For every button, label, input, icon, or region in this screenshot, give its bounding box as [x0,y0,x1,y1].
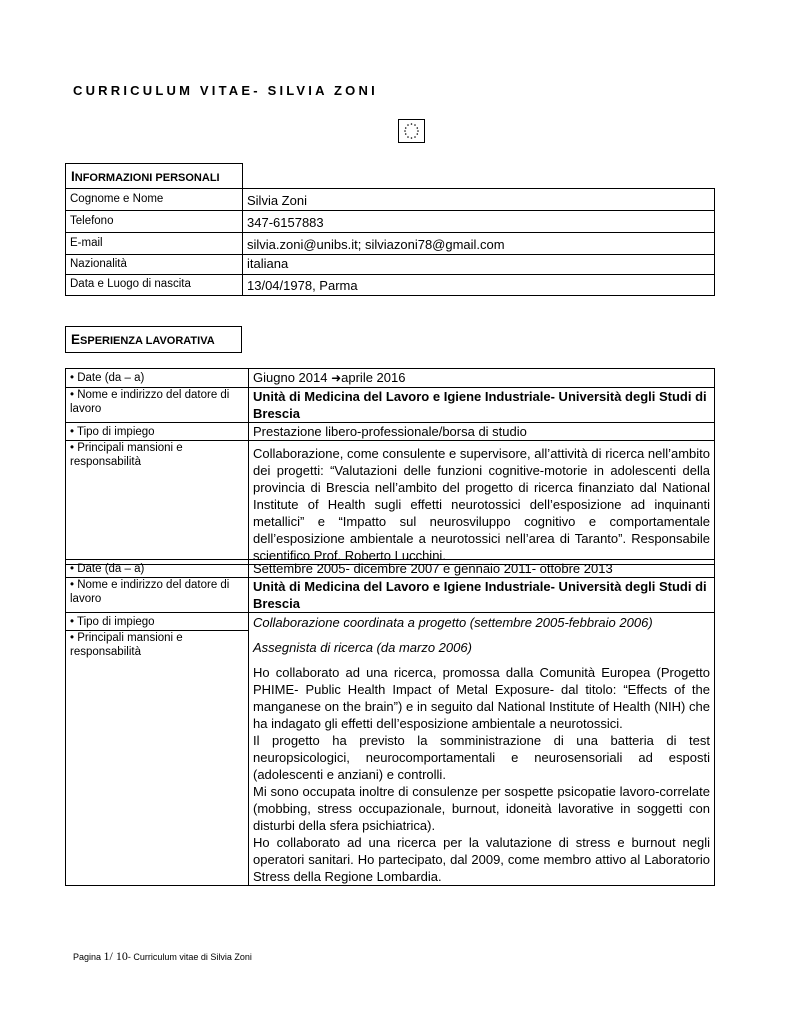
employer-label: • Nome e indirizzo del datore di lavoro [66,578,249,613]
job-employer: Unità di Medicina del Lavoro e Igiene Industriale- Università degli Studi di Brescia [249,388,715,423]
job-employer: Unità di Medicina del Lavoro e Igiene Industriale- Università degli Studi di Brescia [249,578,715,613]
job-table-2 [65,559,715,886]
duties-label: • Principali mansioni e responsabilità [66,631,249,886]
job-type: Collaborazione coordinata a progetto (settembre 2005-febbraio 2006) Assegnista di ricerca (da marzo 2006) Ho collaborato ad una ricerca, promossa dalla Comunità Europea (Progetto PHIME- Public Health Impact of Metal Exposure- dal titolo: “Effects of the manganese on the brain”) e in seguito dal National Institute of Health (NIH) che ha indagato gli effetti dell’esposizione ambientale a neurotossici. Il progetto ha previsto la somministrazione di una batteria di test neuropsicologici, neurocomportamentali e neurosensoriali ad esposti (adolescenti e anziani) e controlli. Mi sono occupata inoltre di consulenze per sospette psicopatie lavoro-correlate (mobbing, stress occupazionale, burnout, idoneità lavorative in soggetti con disturbi della sfera psichiatrica). Ho collaborato ad una ricerca per la valutazione di stress e burnout negli operatori sanitari. Ho partecipato, dal 2009, come membro attivo al Laboratorio Stress della Regione Lombardia. [249,613,715,886]
eu-flag-icon [398,119,425,143]
name-label: Cognome e Nome [66,189,243,211]
job-date: Settembre 2005- dicembre 2007 e gennaio 2011- ottobre 2013 [249,560,715,578]
document-title: CURRICULUM VITAE- SILVIA ZONI [73,83,378,98]
job-date: Giugno 2014 ➜aprile 2016 [249,369,715,388]
email-label: E-mail [66,233,243,255]
job-duties: Ho collaborato ad una ricerca, promossa dalla Comunità Europea (Progetto PHIME- Public Health Impact of Metal Exposure- dal titolo: “Effects of the manganese on the brain”) e in seguito dal National Institute of Health (NIH) che ha indagato gli effetti dell’esposizione ambientale a neurotossici. Il progetto ha previsto la somministrazione di una batteria di test neuropsicologici, neurocomportamentali e neurosensoriali ad esposti (adolescenti e anziani) e controlli. Mi sono occupata inoltre di consulenze per sospette psicopatie lavoro-correlate (mobbing, stress occupazionale, burnout, idoneità lavorative in soggetti con disturbi della sfera psichiatrica). Ho collaborato ad una ricerca per la valutazione di stress e burnout negli operatori sanitari. Ho partecipato, dal 2009, come membro attivo al Laboratorio Stress della Regione Lombardia. [253,665,710,884]
job-duties: Collaborazione, come consulente e supervisore, all’attività di ricerca nell’ambito dei progetti: “Valutazioni delle funzioni cognitive-motorie in adolescenti della provincia di Brescia nell’ambito del progetto di ricerca finanziato dal National Institute of Health sugli effetti neurotossici dell’esposizione ad inquinanti metallici” e “Impatto sul neurosviluppo cognitivo e comportamentale dell’esposizione ambientale a neurotossici nell’area di Taranto”. Responsabile scientifico Prof. Roberto Lucchini. [249,441,715,565]
job-type: Prestazione libero-professionale/borsa di studio [249,423,715,441]
birth-label: Data e Luogo di nascita [66,275,243,296]
type-label: • Tipo di impiego [66,613,249,631]
page-footer: Pagina 1/ 10- Curriculum vitae di Silvia Zoni [73,949,252,963]
page-number: 1/ 10 [103,949,128,963]
arrow-right-icon: ➜ [331,371,342,385]
experience-heading: ESPERIENZA LAVORATIVA [66,327,242,353]
personal-info-table [65,163,715,296]
experience-heading-box [65,326,242,353]
nationality-label: Nazionalità [66,255,243,275]
job-table-1 [65,368,715,565]
personal-info-heading: INFORMAZIONI PERSONALI [66,164,243,189]
phone-value: 347-6157883 [243,211,715,233]
employer-label: • Nome e indirizzo del datore di lavoro [66,388,249,423]
nationality-value: italiana [243,255,715,275]
birth-value: 13/04/1978, Parma [243,275,715,296]
email-value: silvia.zoni@unibs.it; silviazoni78@gmail.com [243,233,715,255]
date-label: • Date (da – a) [66,369,249,388]
type-label: • Tipo di impiego [66,423,249,441]
phone-label: Telefono [66,211,243,233]
name-value: Silvia Zoni [243,189,715,211]
date-label: • Date (da – a) [66,560,249,578]
duties-label: • Principali mansioni e responsabilità [66,441,249,565]
